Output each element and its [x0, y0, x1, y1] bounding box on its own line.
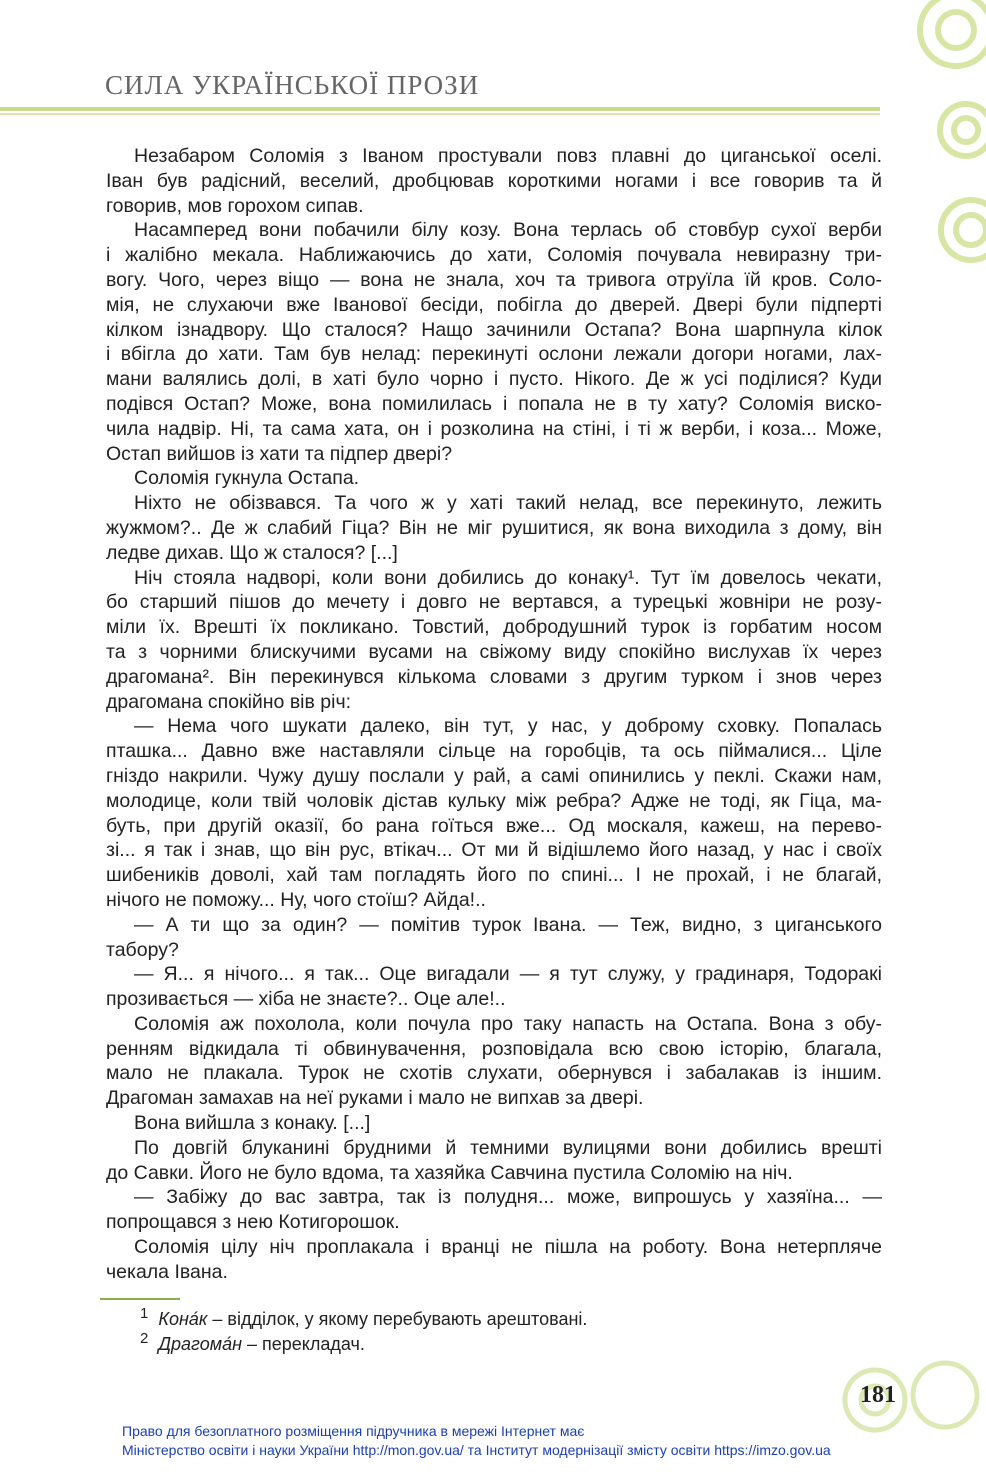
text-line: драгомана спокійно вів річ:	[106, 690, 352, 713]
text-line: прозивається — хіба не знаєте?.. Оце але!..	[106, 988, 506, 1011]
footer-line-1: Право для безоплатного розміщення підручника в мережі Інтернет має	[122, 1423, 585, 1439]
text-line: вогу. Чого, через віщо — вона не знала, хоч та тривога отруїла їй кров. Соло-	[106, 268, 882, 291]
text-line: Незабаром Соломія з Іваном простували повз плавні до циганської оселі.	[134, 145, 882, 167]
body-text	[106, 144, 882, 1285]
footer-line-2: Міністерство освіти і науки України http://mon.gov.ua/ та Інститут модернізації змісту освіти https://imzo.gov.ua	[122, 1442, 831, 1458]
footnote-number: 1	[140, 1305, 149, 1322]
text-line: чила надвір. Ні, та сама хата, он і розколина на стіні, і ті ж верби, і коза... Може,	[106, 417, 882, 440]
text-line: до Савки. Його не було вдома, та хазяйка Савчина пустила Соломію на ніч.	[106, 1161, 793, 1184]
header-rule	[0, 107, 880, 111]
text-line: говорив, мов горохом сипав.	[106, 194, 364, 217]
text-line: шибеників доволі, хай там погладять його по спині... І не прохай, і не благай,	[106, 864, 882, 887]
text-line: нічого не поможу... Ну, чого стоїш? Айда!..	[106, 888, 486, 911]
text-line: пташка... Давно вже наставляли сільце на горобців, та ось піймалися... Ціле	[106, 740, 882, 763]
footnote-1	[140, 1303, 587, 1330]
footnote-definition: – відділок, у якому перебувають арештовані.	[207, 1309, 588, 1329]
footnote-rule	[100, 1298, 180, 1300]
swirl-decoration-icon	[886, 0, 986, 300]
text-line: Соломія гукнула Остапа.	[134, 467, 360, 490]
footnote-term: Драгома́н	[158, 1334, 242, 1354]
text-line: табору?	[106, 938, 179, 961]
text-line: мія, не слухаючи вже Іванової бесіди, побігла до дверей. Двері були підперті	[106, 293, 882, 316]
text-line: мало не плакала. Турок не схотів слухати, обернувся і забалакав із іншим.	[106, 1062, 882, 1085]
text-line: буть, при другій оказії, бо рана гоїться вже... Од москаля, кажеш, на перево-	[106, 814, 882, 837]
text-line: подівся Остап? Може, вона помилилась і попала не в ту хату? Соломія виско-	[106, 392, 882, 415]
page-number: 181	[860, 1382, 896, 1408]
text-line: чекала Івана.	[106, 1260, 228, 1283]
text-line: Ніхто не обізвався. Та чого ж у хаті такий нелад, все перекинуто, лежить	[134, 492, 882, 515]
text-line: — Нема чого шукати далеко, він тут, у нас, у доброму сховку. Попалась	[134, 715, 882, 738]
footnote-definition: – перекладач.	[242, 1334, 365, 1354]
text-line: міли їх. Врешті їх покликано. Товстий, добродушний турок із горбатим носом	[106, 616, 882, 639]
footnote-2	[140, 1328, 365, 1355]
footnote-number: 2	[140, 1330, 149, 1347]
text-line: та з чорними блискучими вусами на свіжому виду спокійно вислухав їх через	[106, 640, 882, 663]
text-line: Соломія цілу ніч проплакала і вранці не пішла на роботу. Вона нетерпляче	[134, 1236, 882, 1259]
text-line: бо старший пішов до мечету і довго не вертався, а турецькі жовніри не розу-	[106, 591, 882, 614]
text-line: кілком ізнадвору. Що сталося? Нащо зачинили Остапа? Вона шарпнула кілок	[106, 318, 882, 341]
text-line: Насамперед вони побачили білу козу. Вона терлась об стовбур сухої верби	[134, 219, 882, 242]
text-line: мани валялись долі, в хаті було чорно і пусто. Нікого. Де ж усі поділися? Куди	[106, 368, 882, 391]
swirl-decoration-footer-icon	[835, 1355, 985, 1445]
text-line: молодице, коли твій чоловік дістав кульку між ребра? Адже не тоді, як Гіца, ма-	[106, 789, 882, 812]
text-line: — А ти що за один? — помітив турок Івана. — Теж, видно, з циганського	[134, 913, 882, 936]
text-line: ледве дихав. Що ж сталося? [...]	[106, 541, 398, 564]
text-line: ренням відкидала ті обвинувачення, розповідала всю свою історію, благала,	[106, 1037, 882, 1060]
text-line: — Я... я нічого... я так... Оце вигадали — я тут служу, у градинаря, Тодоракі	[134, 963, 882, 986]
text-line: Драгоман замахав на неї руками і мало не випхав за двері.	[106, 1087, 644, 1110]
header-rule-thin	[0, 113, 880, 115]
text-line: і вбігла до хати. Там був нелад: перекинуті ослони лежали догори ногами, лах-	[106, 343, 882, 366]
text-line: попрощався з нею Котигорошок.	[106, 1211, 400, 1234]
text-line: гніздо накрили. Чужу душу послали у рай, а самі опинились у пеклі. Скажи нам,	[106, 764, 882, 787]
text-line: Остап вийшов із хати та підпер двері?	[106, 442, 453, 465]
running-header: СИЛА УКРАЇНСЬКОЇ ПРОЗИ	[105, 70, 480, 100]
text-line: і жалібно мекала. Наближаючись до хати, Соломія почувала невиразну три-	[106, 244, 882, 267]
text-line: Вона вийшла з конаку. [...]	[134, 1112, 371, 1135]
text-line: Соломія аж похолола, коли почула про таку напасть на Остапа. Вона з обу-	[134, 1012, 882, 1035]
text-line: жужмом?.. Де ж слабий Гіца? Він не міг рушитися, як вона виходила з дому, він	[106, 516, 882, 539]
text-line: зі... я так і знав, що він рус, втікач... От ми й відішлемо його назад, у нас і своїх	[106, 839, 882, 862]
text-line: драгомана². Він перекинувся кількома словами з другим турком і знов через	[106, 665, 882, 688]
text-line: По довгій блуканині брудними й темними вулицями вони добились врешті	[134, 1136, 882, 1159]
text-line: Іван був радісний, веселий, дробцював короткими ногами і все говорив та й	[106, 169, 882, 192]
footnote-term: Кона́к	[158, 1309, 208, 1329]
text-line: — Забіжу до вас завтра, так із полудня... може, випрошусь у хазяїна... —	[134, 1186, 882, 1209]
text-line: Ніч стояла надворі, коли вони добились до конаку¹. Тут їм довелось чекати,	[134, 566, 882, 589]
